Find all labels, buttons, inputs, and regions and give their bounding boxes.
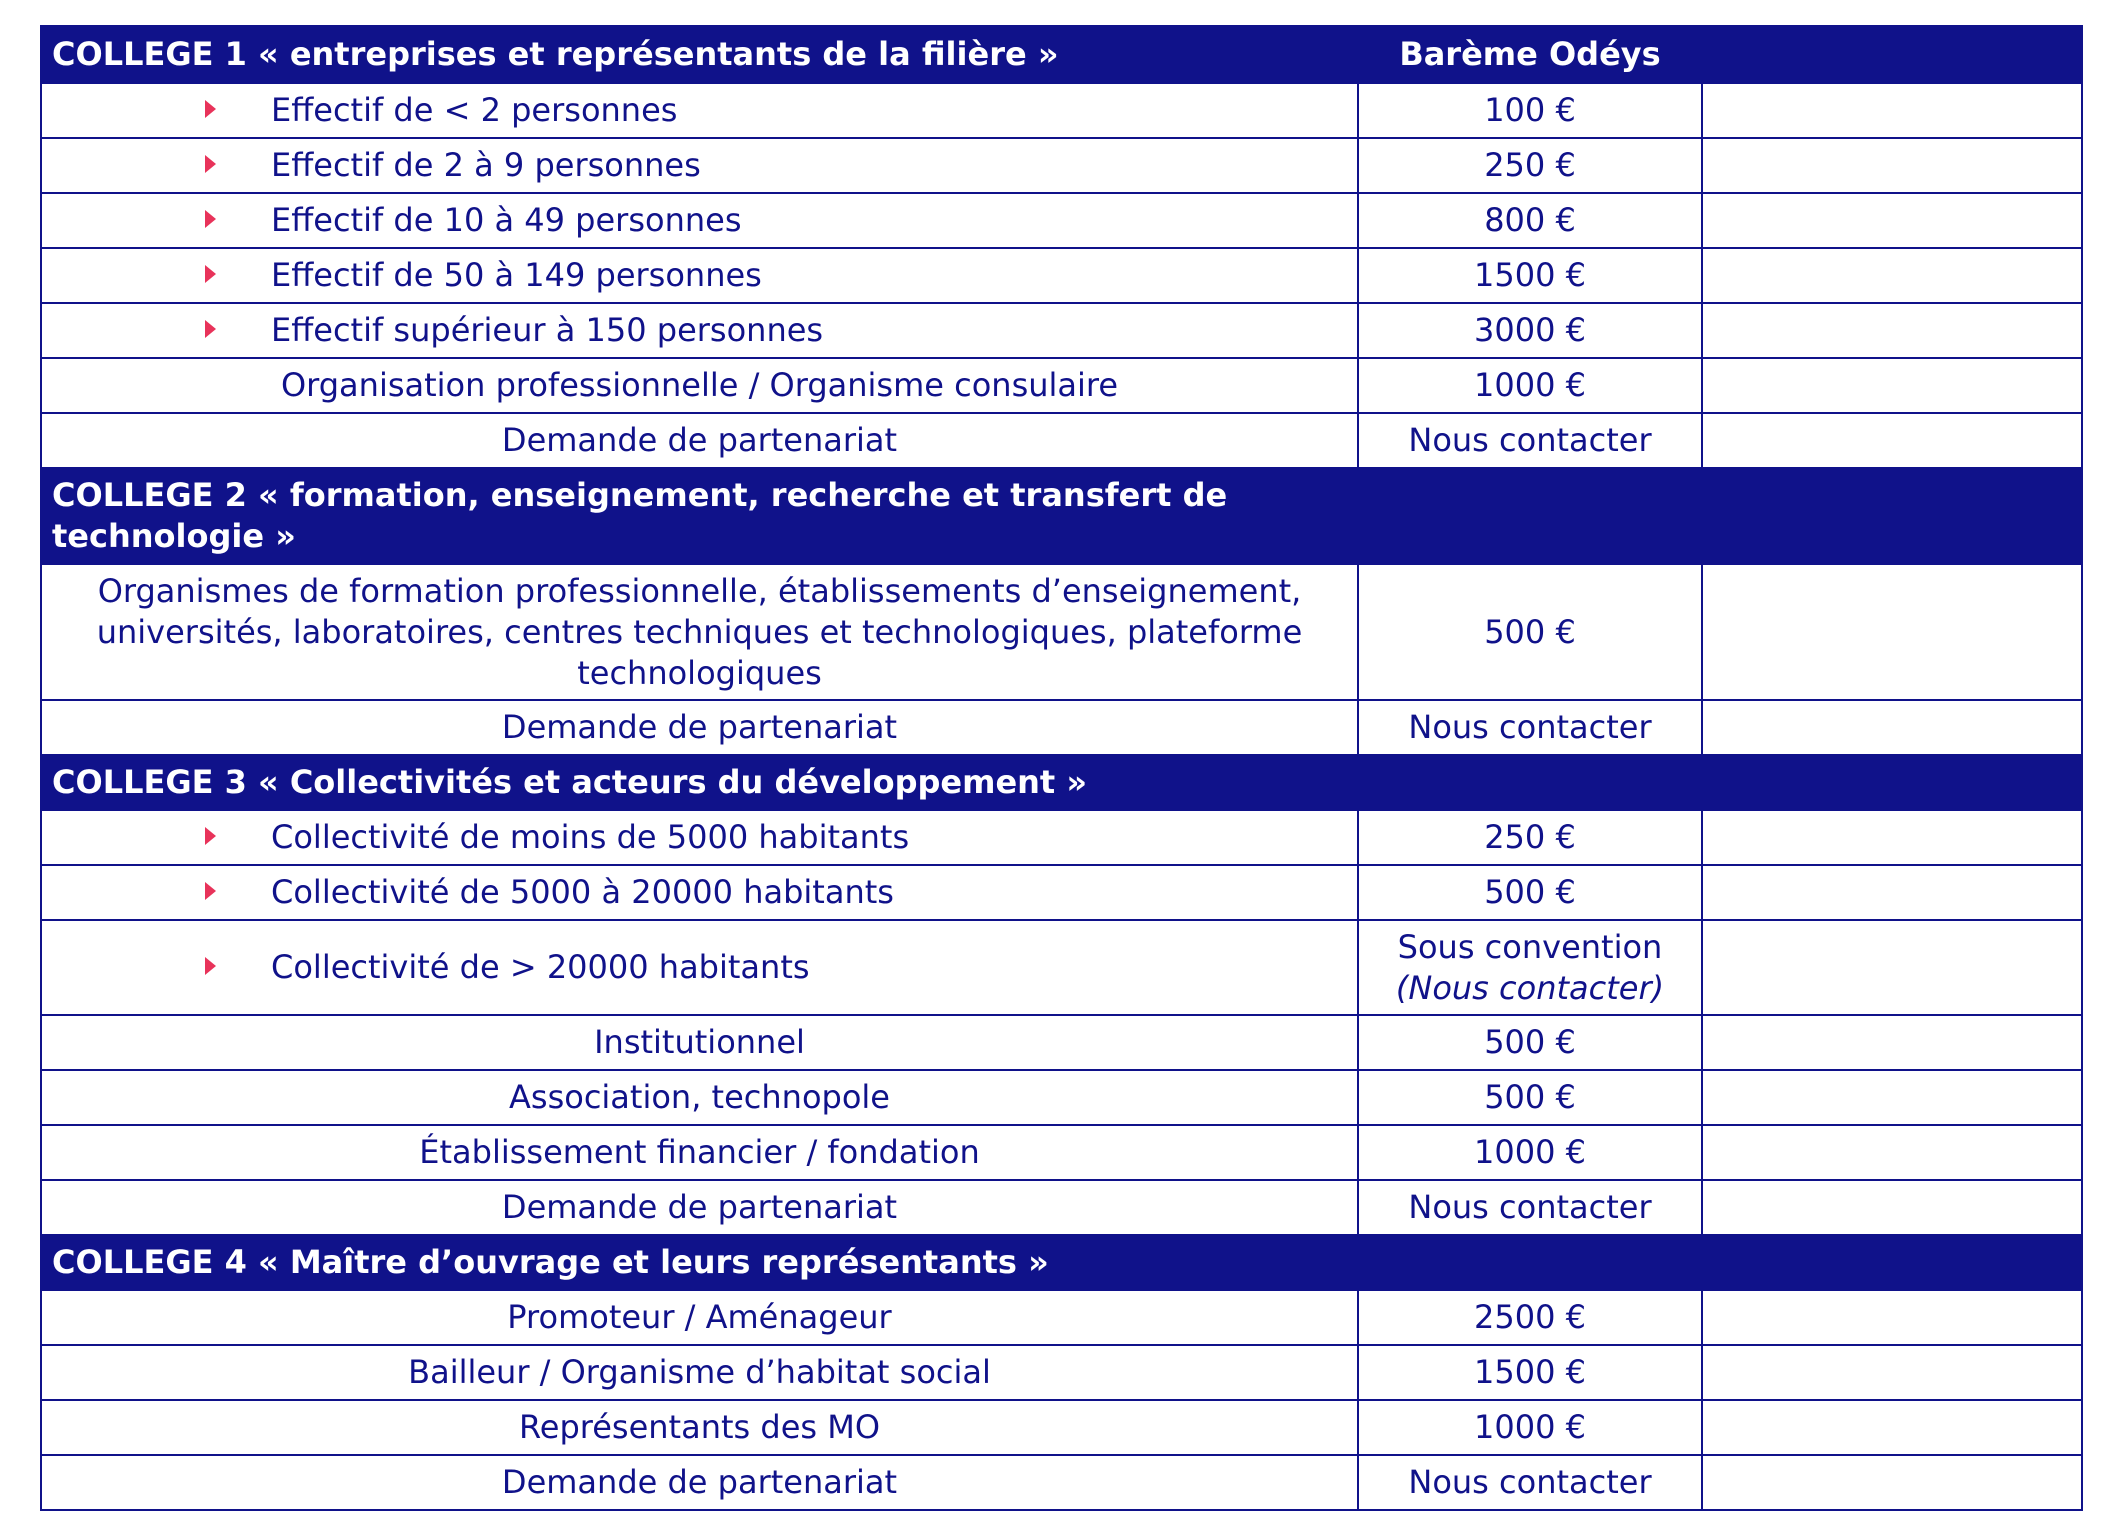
row-label: Effectif de 50 à 149 personnes <box>271 256 762 294</box>
table-row <box>41 920 2082 1015</box>
row-label: Organisation professionnelle / Organisme consulaire <box>41 358 1358 413</box>
row-label: Collectivité de moins de 5000 habitants <box>271 818 910 856</box>
empty-cell <box>1702 413 2082 468</box>
table-row <box>41 1070 2082 1125</box>
table-row <box>41 1345 2082 1400</box>
row-price: 800 € <box>1358 193 1702 248</box>
empty-cell <box>1702 1455 2082 1510</box>
row-label: Effectif de < 2 personnes <box>271 91 678 129</box>
college4-title: COLLEGE 4 « Maître d’ouvrage et leurs représentants » <box>41 1235 2082 1290</box>
table-row <box>41 810 2082 865</box>
bullet-arrow-icon <box>205 265 216 283</box>
table-row <box>41 413 2082 468</box>
table-row <box>41 138 2082 193</box>
row-price: 1000 € <box>1358 1125 1702 1180</box>
row-price: 1000 € <box>1358 358 1702 413</box>
table-row <box>41 303 2082 358</box>
row-price: Nous contacter <box>1358 1180 1702 1235</box>
row-price: 500 € <box>1358 1070 1702 1125</box>
table-row <box>41 564 2082 700</box>
bullet-arrow-icon <box>205 827 216 845</box>
table-row <box>41 1455 2082 1510</box>
bullet-arrow-icon <box>205 320 216 338</box>
college3-header-row <box>41 755 2082 810</box>
bullet-arrow-icon <box>205 957 216 975</box>
row-label: Demande de partenariat <box>41 700 1358 755</box>
row-label: Établissement financier / fondation <box>41 1125 1358 1180</box>
row-label: Bailleur / Organisme d’habitat social <box>41 1345 1358 1400</box>
row-label: Promoteur / Aménageur <box>41 1290 1358 1345</box>
bareme-column-header: Barème Odéys <box>1358 26 1702 83</box>
row-label: Association, technopole <box>41 1070 1358 1125</box>
row-label: Demande de partenariat <box>41 1455 1358 1510</box>
row-price: 3000 € <box>1358 303 1702 358</box>
college1-title: COLLEGE 1 « entreprises et représentants de la filière » <box>41 26 1358 83</box>
table-row <box>41 1180 2082 1235</box>
college1-header-row <box>41 26 2082 83</box>
table-row <box>41 83 2082 138</box>
table-row <box>41 248 2082 303</box>
row-label: Effectif de 10 à 49 personnes <box>271 201 742 239</box>
table-row <box>41 1290 2082 1345</box>
row-price: 1000 € <box>1358 1400 1702 1455</box>
row-label: Demande de partenariat <box>41 413 1358 468</box>
empty-cell <box>1702 358 2082 413</box>
table-row <box>41 1125 2082 1180</box>
empty-cell <box>1702 248 2082 303</box>
empty-cell <box>1702 700 2082 755</box>
empty-cell <box>1702 564 2082 700</box>
table-row <box>41 865 2082 920</box>
empty-header-cell <box>1702 26 2082 83</box>
row-label: Effectif supérieur à 150 personnes <box>271 311 824 349</box>
row-label: Demande de partenariat <box>41 1180 1358 1235</box>
empty-cell <box>1702 810 2082 865</box>
row-price: 250 € <box>1358 138 1702 193</box>
row-price: 500 € <box>1358 564 1702 700</box>
bullet-arrow-icon <box>205 155 216 173</box>
empty-cell <box>1702 1180 2082 1235</box>
row-price: 1500 € <box>1358 248 1702 303</box>
empty-cell <box>1702 1070 2082 1125</box>
bullet-arrow-icon <box>205 882 216 900</box>
row-price: 2500 € <box>1358 1290 1702 1345</box>
empty-cell <box>1702 83 2082 138</box>
row-price: 1500 € <box>1358 1345 1702 1400</box>
row-label: Collectivité de > 20000 habitants <box>271 948 810 986</box>
row-label: Représentants des MO <box>41 1400 1358 1455</box>
empty-cell <box>1702 1125 2082 1180</box>
membership-fee-table <box>40 25 2083 1511</box>
row-price: Nous contacter <box>1358 413 1702 468</box>
row-price: 100 € <box>1358 83 1702 138</box>
empty-cell <box>1702 1400 2082 1455</box>
row-price: Sous convention (Nous contacter) <box>1358 920 1702 1015</box>
empty-cell <box>1702 865 2082 920</box>
table-row <box>41 1015 2082 1070</box>
row-label: Institutionnel <box>41 1015 1358 1070</box>
college2-title: COLLEGE 2 « formation, enseignement, recherche et transfert de technologie » <box>41 468 2082 564</box>
empty-cell <box>1702 920 2082 1015</box>
row-label: Collectivité de 5000 à 20000 habitants <box>271 873 894 911</box>
row-price: 500 € <box>1358 865 1702 920</box>
college2-header-row <box>41 468 2082 564</box>
table-row <box>41 193 2082 248</box>
empty-cell <box>1702 1015 2082 1070</box>
empty-cell <box>1702 138 2082 193</box>
row-price: 250 € <box>1358 810 1702 865</box>
bullet-arrow-icon <box>205 210 216 228</box>
row-price: Nous contacter <box>1358 1455 1702 1510</box>
empty-cell <box>1702 1345 2082 1400</box>
row-price: Nous contacter <box>1358 700 1702 755</box>
empty-cell <box>1702 1290 2082 1345</box>
table-row <box>41 1400 2082 1455</box>
empty-cell <box>1702 193 2082 248</box>
table-row <box>41 358 2082 413</box>
bullet-arrow-icon <box>205 100 216 118</box>
college4-header-row <box>41 1235 2082 1290</box>
row-label: Organismes de formation professionnelle, établissements d’enseignement, universités, laboratoires, centres techniques et technologiques, plateforme technologiques <box>41 564 1358 700</box>
row-label: Effectif de 2 à 9 personnes <box>271 146 701 184</box>
row-price: 500 € <box>1358 1015 1702 1070</box>
empty-cell <box>1702 303 2082 358</box>
table-row <box>41 700 2082 755</box>
college3-title: COLLEGE 3 « Collectivités et acteurs du développement » <box>41 755 2082 810</box>
